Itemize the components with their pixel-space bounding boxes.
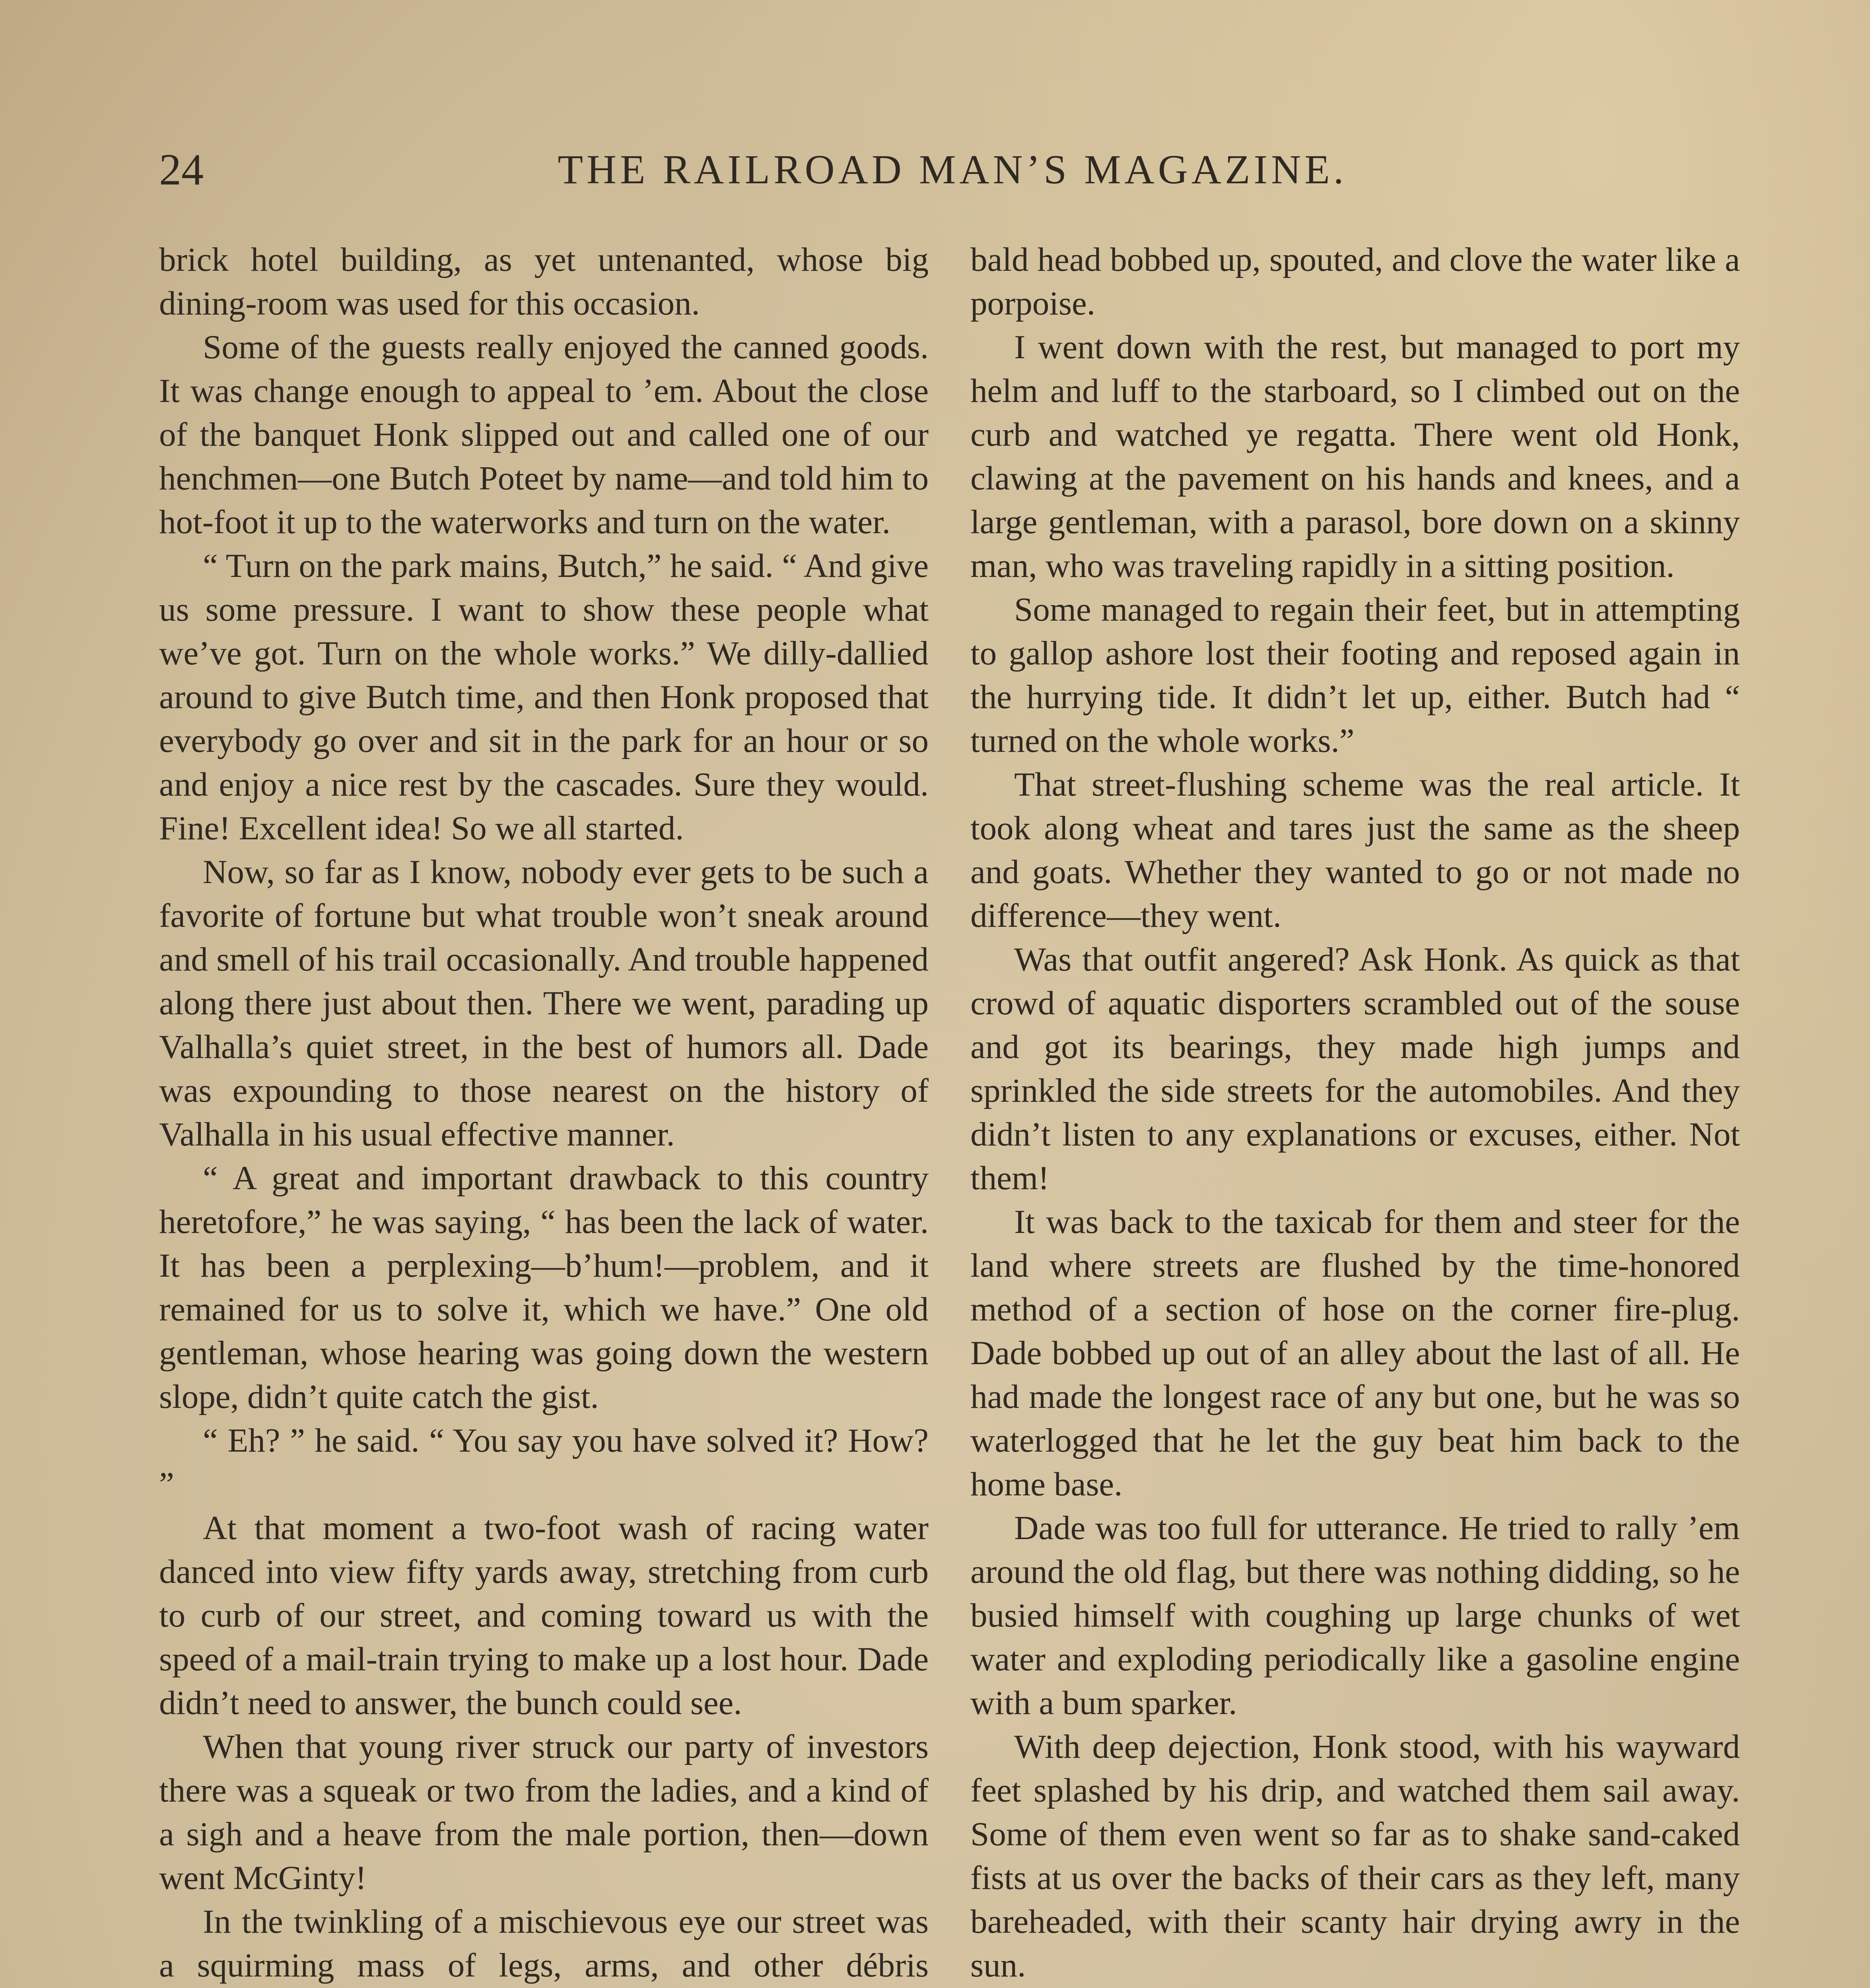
paragraph: When that young river struck our party of investors there was a squeak or two from the ladies, and a kind of a sigh and a heave from the male portion, then—down went McGinty! <box>159 1728 929 1897</box>
paragraph: It was back to the taxicab for them and steer for the land where streets are flushed by the time-honored method of a section of hose on the corner fire-plug. Dade bobbed up out of an alley about the last of all. He had made the longest race of any but one, but he was so waterlogged that he let the guy beat him back to the home base. <box>970 1203 1740 1503</box>
page-header <box>159 140 1746 200</box>
paragraph: Was that outfit angered? Ask Honk. As quick as that crowd of aquatic disporters scrambled out of the souse and got its bearings, they made high jumps and sprinkled the side streets for the automobiles. And they didn’t listen to any explanations or excuses, either. Not them! <box>970 941 1740 1197</box>
paragraph: In the twinkling of a mischievous eye our street was a squirming mass of legs, arms, and other débris <box>159 1903 929 1984</box>
paragraph: Some managed to regain their feet, but in attempting to gallop ashore lost their footing and reposed again in the hurrying tide. It didn’t let up, either. Butch had “ turned on the whole works.” <box>970 591 1740 759</box>
paragraph: Now, so far as I know, nobody ever gets to be such a favorite of fortune but what trouble won’t sneak around and smell of his trail occasionally. And trouble happened along there just about then. There we went, parading up Valhalla’s quiet street, in the best of humors all. Dade was expounding to those nearest on the history of Valhalla in his usual effective manner. <box>159 853 929 1153</box>
paragraph: “ Eh? ” he said. “ You say you have solved it? How? ” <box>159 1422 929 1503</box>
text-column-right <box>970 238 1740 1988</box>
paragraph: That street-flushing scheme was the real article. It took along wheat and tares just the same as the sheep and goats. Whether they wanted to go or not made no difference—they went. <box>970 766 1740 934</box>
paragraph: “ A great and important drawback to this country heretofore,” he was saying, “ has been the lack of water. It has been a perplexing—b’hum!—problem, and it remained for us to solve it, which we have.” One old gentleman, whose hearing was going down the western slope, didn’t quite catch the gist. <box>159 1159 929 1415</box>
paragraph: “ Turn on the park mains, Butch,” he said. “ And give us some pressure. I want to show these people what we’ve got. Turn on the whole works.” We dilly-dallied around to give Butch time, and then Honk proposed that everybody go over and sit in the park for an hour or so and enjoy a nice rest by the cascades. Sure they would. Fine! Excellent idea! So we all started. <box>159 547 929 847</box>
paragraph: Dade was too full for utterance. He tried to rally ’em around the old flag, but there was nothing didding, so he busied himself with coughing up large chunks of wet water and exploding periodically like a gasoline engine with a bum sparker. <box>970 1509 1740 1722</box>
running-head: THE RAILROAD MAN’S MAGAZINE. <box>558 147 1347 192</box>
paragraph: I went down with the rest, but managed to port my helm and luff to the starboard, so I climbed out on the curb and watched ye regatta. There went old Honk, clawing at the pavement on his hands and knees, and a large gentleman, with a parasol, bore down on a skinny man, who was traveling rapidly in a sitting position. <box>970 328 1740 584</box>
text-column-left <box>159 238 929 1988</box>
paragraph: brick hotel building, as yet untenanted, whose big dining-room was used for this occasion. <box>159 241 929 322</box>
paragraph: bald head bobbed up, spouted, and clove the water like a porpoise. <box>970 241 1740 322</box>
paragraph: With deep dejection, Honk stood, with his wayward feet splashed by his drip, and watched them sail away. Some of them even went so far as to shake sand-caked fists at us over the backs of their cars as they left, many bareheaded, with their scanty hair drying awry in the sun. <box>970 1728 1740 1984</box>
paragraph: Some of the guests really enjoyed the canned goods. It was change enough to appeal to ’em. About the close of the banquet Honk slipped out and called one of our henchmen—one Butch Poteet by name—and told him to hot-foot it up to the waterworks and turn on the water. <box>159 328 929 541</box>
page-number: 24 <box>159 145 204 194</box>
paragraph: At that moment a two-foot wash of racing water danced into view fifty yards away, stretching from curb to curb of our street, and coming toward us with the speed of a mail-train trying to make up a lost hour. Dade didn’t need to answer, the bunch could see. <box>159 1509 929 1722</box>
